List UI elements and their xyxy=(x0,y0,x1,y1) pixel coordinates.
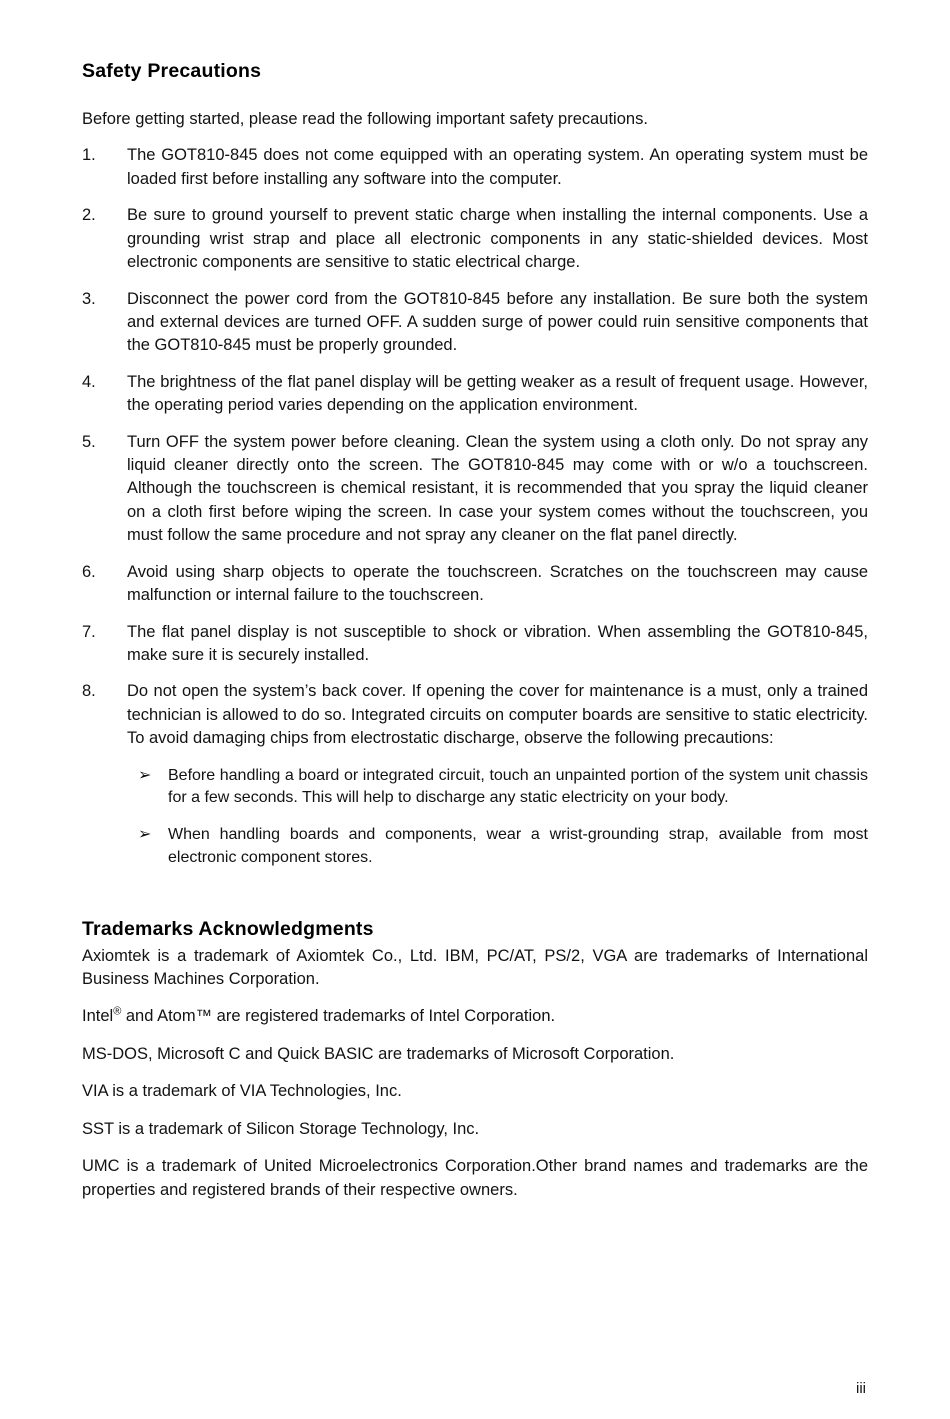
registered-mark: ® xyxy=(113,1005,122,1018)
numbered-item xyxy=(82,288,868,358)
item-number: 5. xyxy=(82,432,96,451)
trademarks-section xyxy=(82,918,868,1202)
bullet-item xyxy=(138,824,868,869)
page-number: iii xyxy=(856,1380,866,1397)
numbered-item xyxy=(82,371,868,418)
item-number: 2. xyxy=(82,206,96,225)
item-number: 8. xyxy=(82,682,96,701)
item-text: Disconnect the power cord from the GOT810-845 before any installation. Be sure both the system and external devices are turned OFF. A sudden surge of power could ruin sensitive components that the GOT810-845 must be properly grounded. xyxy=(127,289,868,355)
trademark-paragraph: MS-DOS, Microsoft C and Quick BASIC are trademarks of Microsoft Corporation. xyxy=(82,1044,675,1063)
numbered-item xyxy=(82,204,868,274)
item-number: 7. xyxy=(82,622,96,641)
trademark-paragraph xyxy=(82,1005,868,1028)
item-number: 6. xyxy=(82,562,96,581)
item-text: The brightness of the flat panel display will be getting weaker as a result of frequent usage. However, the operating period varies depending on the application environment. xyxy=(127,372,868,415)
item-number: 1. xyxy=(82,146,96,165)
item-text: Be sure to ground yourself to prevent static charge when installing the internal components. Use a grounding wrist strap and place all electronic components in any static-shielded devices. Most electronic components are sensitive to static electrical charge. xyxy=(127,206,868,272)
numbered-item xyxy=(82,431,868,548)
numbered-item xyxy=(82,561,868,608)
bullet-arrow-icon: ➢ xyxy=(138,826,152,844)
intro-paragraph: Before getting started, please read the following important safety precautions. xyxy=(82,110,648,128)
item-number: 4. xyxy=(82,372,96,391)
trademark-paragraph: VIA is a trademark of VIA Technologies, Inc. xyxy=(82,1082,402,1101)
trademark-paragraph: SST is a trademark of Silicon Storage Technology, Inc. xyxy=(82,1119,480,1138)
item-text: The GOT810-845 does not come equipped with an operating system. An operating system must be loaded first before installing any software into the computer. xyxy=(127,146,868,188)
numbered-item xyxy=(82,621,868,668)
trademark-paragraph: Axiomtek is a trademark of Axiomtek Co., Ltd. IBM, PC/AT, PS/2, VGA are trademarks of International Business Machines Corporation. xyxy=(82,946,868,988)
bullet-text: Before handling a board or integrated circuit, touch an unpainted portion of the system unit chassis for a few seconds. This will help to discharge any static electricity on your body. xyxy=(168,766,868,807)
trademark-paragraph: UMC is a trademark of United Microelectronics Corporation.Other brand names and trademarks are the properties and registered brands of their respective owners. xyxy=(82,1157,868,1199)
bullet-text: When handling boards and components, wear a wrist-grounding strap, available from most electronic component stores. xyxy=(168,826,868,866)
intel-text: Intel xyxy=(82,1007,114,1026)
numbered-item xyxy=(82,680,868,750)
bullet-arrow-icon: ➢ xyxy=(138,766,152,784)
safety-precautions-heading: Safety Precautions xyxy=(82,60,262,82)
numbered-item xyxy=(82,144,868,191)
item-text: Do not open the system’s back cover. If opening the cover for maintenance is a must, only a trained technician is allowed to do so. Integrated circuits on computer boards are sensitive to static electricity. To avoid damaging chips from electrostatic discharge, observe the following precautions: xyxy=(127,682,868,748)
item-number: 3. xyxy=(82,289,96,308)
trademarks-heading: Trademarks Acknowledgments xyxy=(82,917,374,940)
item-text: Turn OFF the system power before cleaning. Clean the system using a cloth only. Do not spray any liquid cleaner directly onto the screen. The GOT810-845 may come with or w/o a touchscreen. Although the touchscreen is chemical resistant, it is recommended that you spray the liquid cleaner on a cloth first before wiping the screen. In case your system comes without the touchscreen, you must follow the same procedure and not spray any cleaner on the flat panel directly. xyxy=(127,432,868,545)
item-text: The flat panel display is not susceptible to shock or vibration. When assembling the GOT810-845, make sure it is securely installed. xyxy=(127,622,868,665)
intel-text: and Atom™ are registered trademarks of Intel Corporation. xyxy=(121,1007,556,1026)
item-text: Avoid using sharp objects to operate the touchscreen. Scratches on the touchscreen may cause malfunction or internal failure to the touchscreen. xyxy=(127,562,868,605)
bullet-item xyxy=(138,765,868,810)
